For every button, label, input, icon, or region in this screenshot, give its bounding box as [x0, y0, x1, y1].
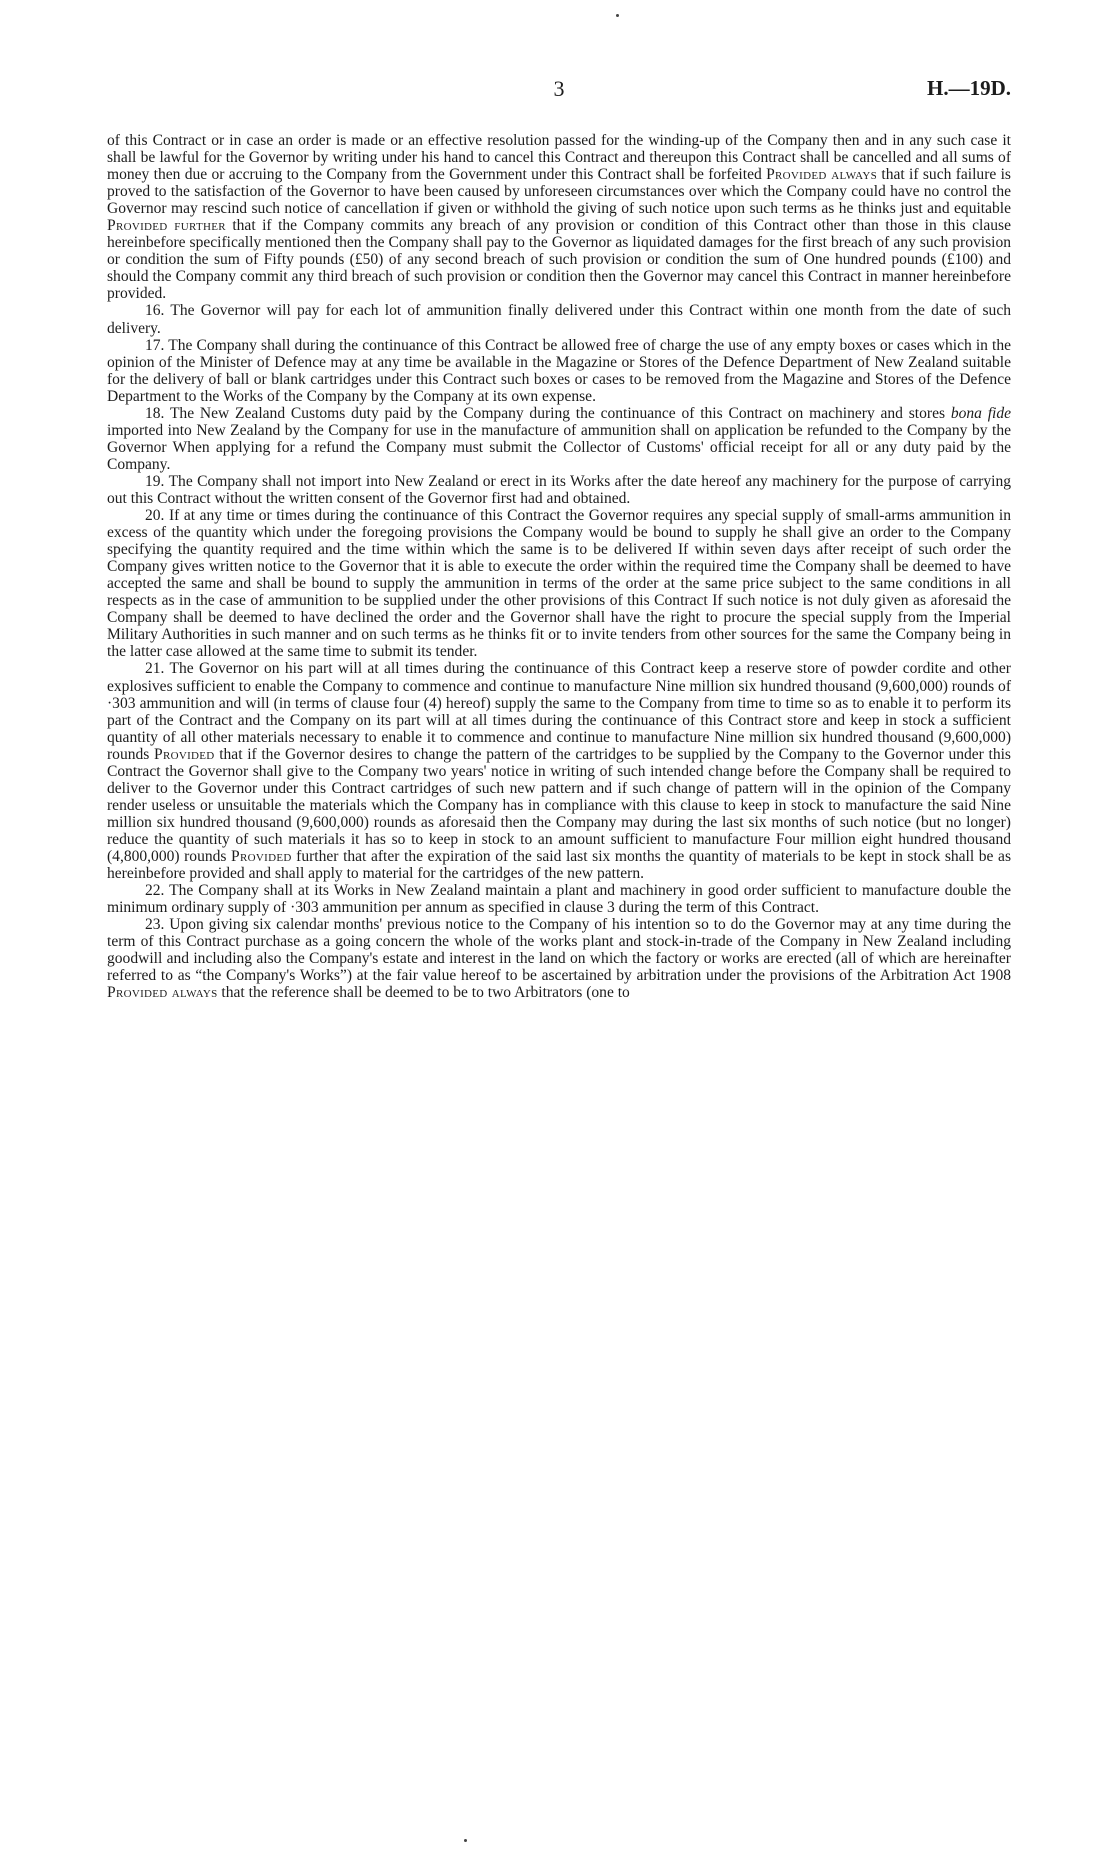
- clause-paragraph: [107, 660, 1011, 882]
- paragraph-text: 19. The Company shall not import into New Zealand or erect in its Works after the date hereof any machinery for the purpose of carrying out this Contract without the written consent of the Governor first had and obtained.: [107, 472, 1011, 507]
- clause-paragraph: [107, 337, 1011, 405]
- paragraph-text: that if the Governor desires to change the pattern of the cartridges to be supplied by the Company to the Governor under this Contract the Governor shall give to the Company two years' notice in writing of such intended change before the Company shall be required to deliver to the Governor under this Contract cartridges of such new pattern and if such change of pattern will in the opinion of the Company render useless or unsuitable the materials which the Company has in compliance with this clause to keep in stock to manufacture the said Nine million six hundred thousand (9,600,000) rounds as aforesaid then the Company may during the last six months of such notice (but no longer) reduce the quantity of such materials it has so to keep in stock to an amount sufficient to manufacture Four million eight hundred thousand (4,800,000) rounds: [107, 745, 1011, 865]
- clause-paragraph: [107, 882, 1011, 916]
- continuation-paragraph: [107, 132, 1011, 302]
- page-number: 3: [553, 76, 565, 101]
- proviso-text: Provided: [154, 745, 215, 763]
- paragraph-text: that the reference shall be deemed to be to two Arbitrators (one to: [217, 984, 630, 1002]
- paragraph-text: 23. Upon giving six calendar months' previous notice to the Company of his intention so to do the Governor may at any time during the term of this Contract purchase as a going concern the whole of the works plant and stock-in-trade of the Company in New Zealand including goodwill and including also the Company's estate and interest in the land on which the factory or works are erected (all of which are hereinafter referred to as “the Company's Works”) at the fair value hereof to be ascertained by arbitration under the provisions of the Arbitration Act 1908: [107, 916, 1011, 985]
- paragraph-text: that if the Company commits any breach of any provision or condition of this Contract other than those in this clause hereinbefore specifically mentioned then the Company shall pay to the Governor as liquidated damages for the first breach of any such provision or condition the sum of Fifty pounds (£50) of any second breach of such provision or condition the sum of One hundred pounds (£100) and should the Company commit any third breach of such provision or condition then the Governor may cancel this Contract in manner hereinbefore provided.: [107, 217, 1011, 303]
- scan-speck: [464, 1839, 467, 1842]
- document-reference: H.—19D.: [927, 76, 1011, 100]
- proviso-text: Provided further: [107, 217, 226, 235]
- paragraph-text: 20. If at any time or times during the continuance of this Contract the Governor requires any special supply of small-arms ammunition in excess of the quantity which under the foregoing provisions the Company would be bound to supply he shall give an order to the Company specifying the quantity required and the time within which the same is to be delivered If within seven days after receipt of such order the Company gives written notice to the Governor that it is able to execute the order within the required time the Company shall be deemed to have accepted the same and shall be bound to supply the ammunition in terms of the order at the same price subject to the same conditions in all respects as in the case of ammunition to be supplied under the other provisions of this Contract If such notice is not duly given as aforesaid the Company shall be deemed to have declined the order and the Governor shall have the right to procure the special supply from the Imperial Military Authorities in such manner and on such terms as he thinks fit or to invite tenders from other sources for the same the Company being in the latter case allowed at the same time to submit its tender.: [107, 507, 1011, 661]
- paragraph-text: 22. The Company shall at its Works in New Zealand maintain a plant and machinery in good order sufficient to manufacture double the minimum ordinary supply of ·303 ammunition per annum as specified in clause 3 during the term of this Contract.: [107, 882, 1011, 917]
- clause-paragraph: [107, 916, 1011, 1001]
- paragraph-text: that if such failure is proved to the satisfaction of the Governor to have been caused by unforeseen circumstances over which the Company could have no control the Governor may rescind such notice of cancellation if given or withhold the giving of such notice upon such terms as he thinks just and equitable: [107, 166, 1011, 218]
- clause-paragraph: [107, 405, 1011, 473]
- page-header: [107, 72, 1011, 106]
- paragraph-text: imported into New Zealand by the Company for use in the manufacture of ammunition shall on application be refunded to the Company by the Governor When applying for a refund the Company must submit the Collector of Customs' official receipt for all or any duty paid by the Company.: [107, 421, 1011, 473]
- paragraph-text: 18. The New Zealand Customs duty paid by the Company during the continuance of this Contract on machinery and stores: [145, 404, 951, 422]
- clause-paragraph: [107, 473, 1011, 507]
- paragraph-text: further that after the expiration of the said last six months the quantity of materials to be kept in stock shall be as hereinbefore provided and shall apply to material for the cartridges of the new pattern.: [107, 847, 1011, 883]
- proviso-text: Provided always: [107, 984, 218, 1002]
- clause-paragraph: [107, 507, 1011, 660]
- italic-text: bona fide: [950, 404, 1012, 422]
- proviso-text: Provided: [231, 847, 292, 865]
- clause-paragraph: [107, 302, 1011, 336]
- paragraph-text: of this Contract or in case an order is made or an effective resolution passed for the winding-up of the Company then and in any such case it shall be lawful for the Governor by writing under his hand to cancel this Contract and thereupon this Contract shall be cancelled and all sums of money then due or accruing to the Company from the Government under this Contract shall be forfeited: [107, 132, 1011, 184]
- paragraph-text: 17. The Company shall during the continuance of this Contract be allowed free of charge the use of any empty boxes or cases which in the opinion of the Minister of Defence may at any time be available in the Magazine or Stores of the Defence Department of New Zealand suitable for the delivery of ball or blank cartridges under this Contract such boxes or cases to be removed from the Magazine and Stores of the Defence Department to the Works of the Company by the Company at its own expense.: [107, 336, 1011, 405]
- body-text: [107, 132, 1011, 1001]
- proviso-text: Provided always: [766, 166, 878, 184]
- scan-speck: [616, 14, 619, 17]
- paragraph-text: 21. The Governor on his part will at all times during the continuance of this Contract keep a reserve store of powder cordite and other explosives sufficient to enable the Company to commence and continue to manufacture Nine million six hundred thousand (9,600,000) rounds of ·303 ammunition and will (in terms of clause four (4) hereof) supply the same to the Company from time to time so as to enable it to perform its part of the Contract and the Company on its part will at all times during the continuance of this Contract store and keep in stock a sufficient quantity of all other materials necessary to enable it to commence and continue to manufacture Nine million six hundred thousand (9,600,000) rounds: [107, 660, 1011, 763]
- paragraph-text: 16. The Governor will pay for each lot of ammunition finally delivered under this Contract within one month from the date of such delivery.: [107, 302, 1011, 337]
